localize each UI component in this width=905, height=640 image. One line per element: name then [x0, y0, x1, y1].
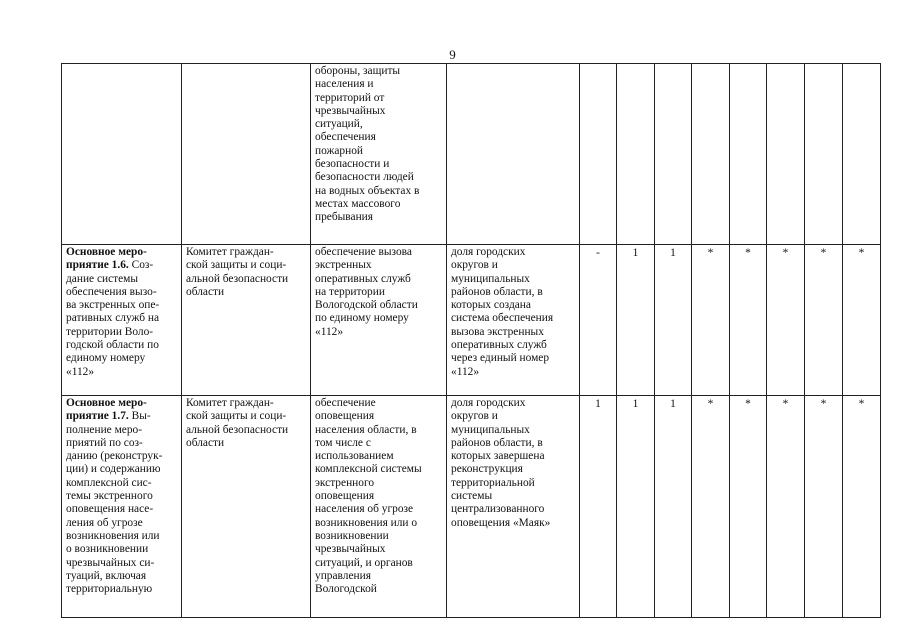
value-cell — [805, 64, 843, 245]
value-cell: * — [805, 396, 843, 618]
value-cell: 1 — [580, 396, 617, 618]
result-text-line: возникновении — [315, 529, 389, 542]
result-text-line: обеспечение — [315, 397, 376, 409]
executor-text-line: ской защиты и соци- — [186, 410, 287, 423]
result-cell — [311, 396, 447, 618]
value-cell: * — [692, 245, 730, 396]
result-text-line: экстренного — [315, 476, 375, 489]
measure-text-line: обеспечения вызо- — [66, 285, 157, 298]
executor-cell — [182, 245, 311, 396]
result-text-line: использованием — [315, 450, 394, 463]
measure-text-line: годской области по — [66, 339, 159, 352]
value-cell: * — [692, 396, 730, 618]
measure-number: приятие 1.7. — [66, 410, 129, 423]
measure-text-line: данию (реконструк- — [66, 450, 163, 463]
measure-text-line: территории Воло- — [66, 325, 154, 338]
result-text-line: территорий от — [315, 91, 385, 104]
measure-text-line: «112» — [66, 365, 95, 378]
indicator-cell — [447, 396, 580, 618]
result-text-line: возникновения или о — [315, 516, 418, 529]
executor-text-line: Комитет граждан- — [186, 397, 274, 409]
executor-text-line: области — [186, 436, 225, 449]
measure-title: Основное меро- — [66, 246, 147, 258]
value-cell: 1 — [655, 245, 692, 396]
measure-text: Вы- — [128, 410, 151, 423]
result-text-line: пребывания — [315, 211, 374, 224]
measure-text-line — [66, 410, 177, 423]
executor-text-line: альной безопасности — [186, 272, 289, 285]
measure-cell — [62, 64, 182, 245]
result-text-line: населения об угрозе — [315, 503, 414, 516]
measure-text-line: единому номеру — [66, 352, 146, 365]
result-text-line: Вологодской — [315, 583, 377, 596]
value-cell — [692, 64, 730, 245]
measure-text-line: территориальную — [66, 583, 153, 596]
executor-text-line: альной безопасности — [186, 423, 289, 436]
result-text-line: оперативных служб — [315, 272, 411, 285]
value-cell — [655, 64, 692, 245]
measure-text-line: туаций, включая — [66, 569, 147, 582]
executor-text-line: Комитет граждан- — [186, 246, 274, 258]
result-text-line: по единому номеру — [315, 312, 409, 325]
measure-text-line: ративных служб на — [66, 312, 159, 325]
result-text-line: местах массового — [315, 197, 401, 210]
result-text-line: обеспечения — [315, 131, 376, 144]
indicator-text-line: система обеспечения — [451, 312, 554, 325]
indicator-cell — [447, 64, 580, 245]
value-cell: * — [767, 245, 805, 396]
measure-text-line: оповещения насе- — [66, 503, 154, 516]
value-cell: * — [843, 396, 881, 618]
result-text-line: обороны, защиты — [315, 65, 401, 77]
result-text-line: населения и — [315, 78, 374, 91]
measure-title: Основное меро- — [66, 397, 147, 409]
measure-cell — [62, 245, 182, 396]
result-text-line: оповещения — [315, 490, 375, 503]
value-cell: 1 — [617, 396, 655, 618]
value-cell: 1 — [655, 396, 692, 618]
indicator-text-line: территориальной — [451, 476, 535, 489]
measure-text-line — [66, 259, 177, 272]
measure-text-line: приятий по соз- — [66, 436, 143, 449]
result-text-line: на территории — [315, 285, 385, 298]
indicator-text-line: районов области, в — [451, 436, 543, 449]
value-cell — [617, 64, 655, 245]
result-text-line: пожарной — [315, 144, 364, 157]
measure-cell — [62, 396, 182, 618]
page-number: 9 — [449, 47, 456, 62]
result-text-line: ситуаций, — [315, 118, 363, 131]
value-cell — [580, 64, 617, 245]
value-cell: * — [805, 245, 843, 396]
measure-text-line: комплексной сис- — [66, 476, 152, 489]
result-text-line: оповещения — [315, 410, 375, 423]
indicator-text-line: «112» — [451, 365, 480, 378]
measure-text-line: темы экстренного — [66, 490, 153, 503]
executor-text-line: области — [186, 285, 225, 298]
measure-text-line: дание системы — [66, 272, 139, 285]
value-cell — [730, 64, 767, 245]
result-text-line: на водных объектах в — [315, 184, 420, 197]
indicator-text-line: реконструкция — [451, 463, 523, 476]
table-row — [62, 396, 881, 618]
indicator-text-line: которых создана — [451, 299, 531, 312]
indicator-text-line: которых завершена — [451, 450, 545, 463]
indicator-text-line: муниципальных — [451, 423, 530, 436]
measure-number: приятие 1.6. — [66, 259, 129, 272]
value-cell — [843, 64, 881, 245]
result-text-line: ситуаций, и органов — [315, 556, 413, 569]
value-cell: * — [730, 396, 767, 618]
result-text-line: чрезвычайных — [315, 543, 386, 556]
result-text-line: чрезвычайных — [315, 104, 386, 117]
result-text-line: безопасности и — [315, 158, 390, 171]
measure-text-line: ва экстренных опе- — [66, 299, 160, 312]
indicator-text-line: муниципальных — [451, 272, 530, 285]
result-text-line: Вологодской области — [315, 299, 418, 312]
indicator-cell — [447, 245, 580, 396]
indicator-text-line: оповещения «Маяк» — [451, 516, 551, 529]
value-cell: 1 — [617, 245, 655, 396]
value-cell: * — [843, 245, 881, 396]
executor-text-line: ской защиты и соци- — [186, 259, 287, 272]
result-text-line: обеспечение вызова — [315, 246, 412, 258]
measure-text: Соз- — [128, 259, 154, 272]
result-text-line: населения области, в — [315, 423, 417, 436]
result-text-line: управления — [315, 569, 371, 582]
result-text-line: безопасности людей — [315, 171, 414, 184]
executor-cell — [182, 64, 311, 245]
value-cell: * — [730, 245, 767, 396]
indicator-text-line: оперативных служб — [451, 339, 547, 352]
measure-text-line: ции) и содержанию — [66, 463, 161, 476]
measure-text-line: ления об угрозе — [66, 516, 143, 529]
measure-text-line: о возникновении — [66, 543, 149, 556]
result-text-line: экстренных — [315, 259, 372, 272]
indicator-text-line: системы — [451, 490, 493, 503]
result-text-line: том числе с — [315, 436, 371, 449]
indicator-text-line: через единый номер — [451, 352, 550, 365]
result-text-line: комплексной системы — [315, 463, 422, 476]
value-cell: * — [767, 396, 805, 618]
measure-text-line: полнение меро- — [66, 423, 143, 436]
indicator-text-line: округов и — [451, 259, 498, 272]
executor-cell — [182, 396, 311, 618]
value-cell: - — [580, 245, 617, 396]
result-text-line: «112» — [315, 325, 344, 338]
measure-text-line: чрезвычайных си- — [66, 556, 155, 569]
indicator-text-line: доля городских — [451, 246, 526, 258]
result-cell — [311, 245, 447, 396]
indicator-text-line: районов области, в — [451, 285, 543, 298]
table-row — [62, 245, 881, 396]
indicator-text-line: округов и — [451, 410, 498, 423]
indicator-text-line: централизованного — [451, 503, 545, 516]
indicator-text-line: вызова экстренных — [451, 325, 544, 338]
indicator-text-line: доля городских — [451, 397, 526, 409]
result-cell — [311, 64, 447, 245]
measure-text-line: возникновения или — [66, 529, 160, 542]
table-row — [62, 64, 881, 245]
document-table — [61, 63, 881, 618]
value-cell — [767, 64, 805, 245]
